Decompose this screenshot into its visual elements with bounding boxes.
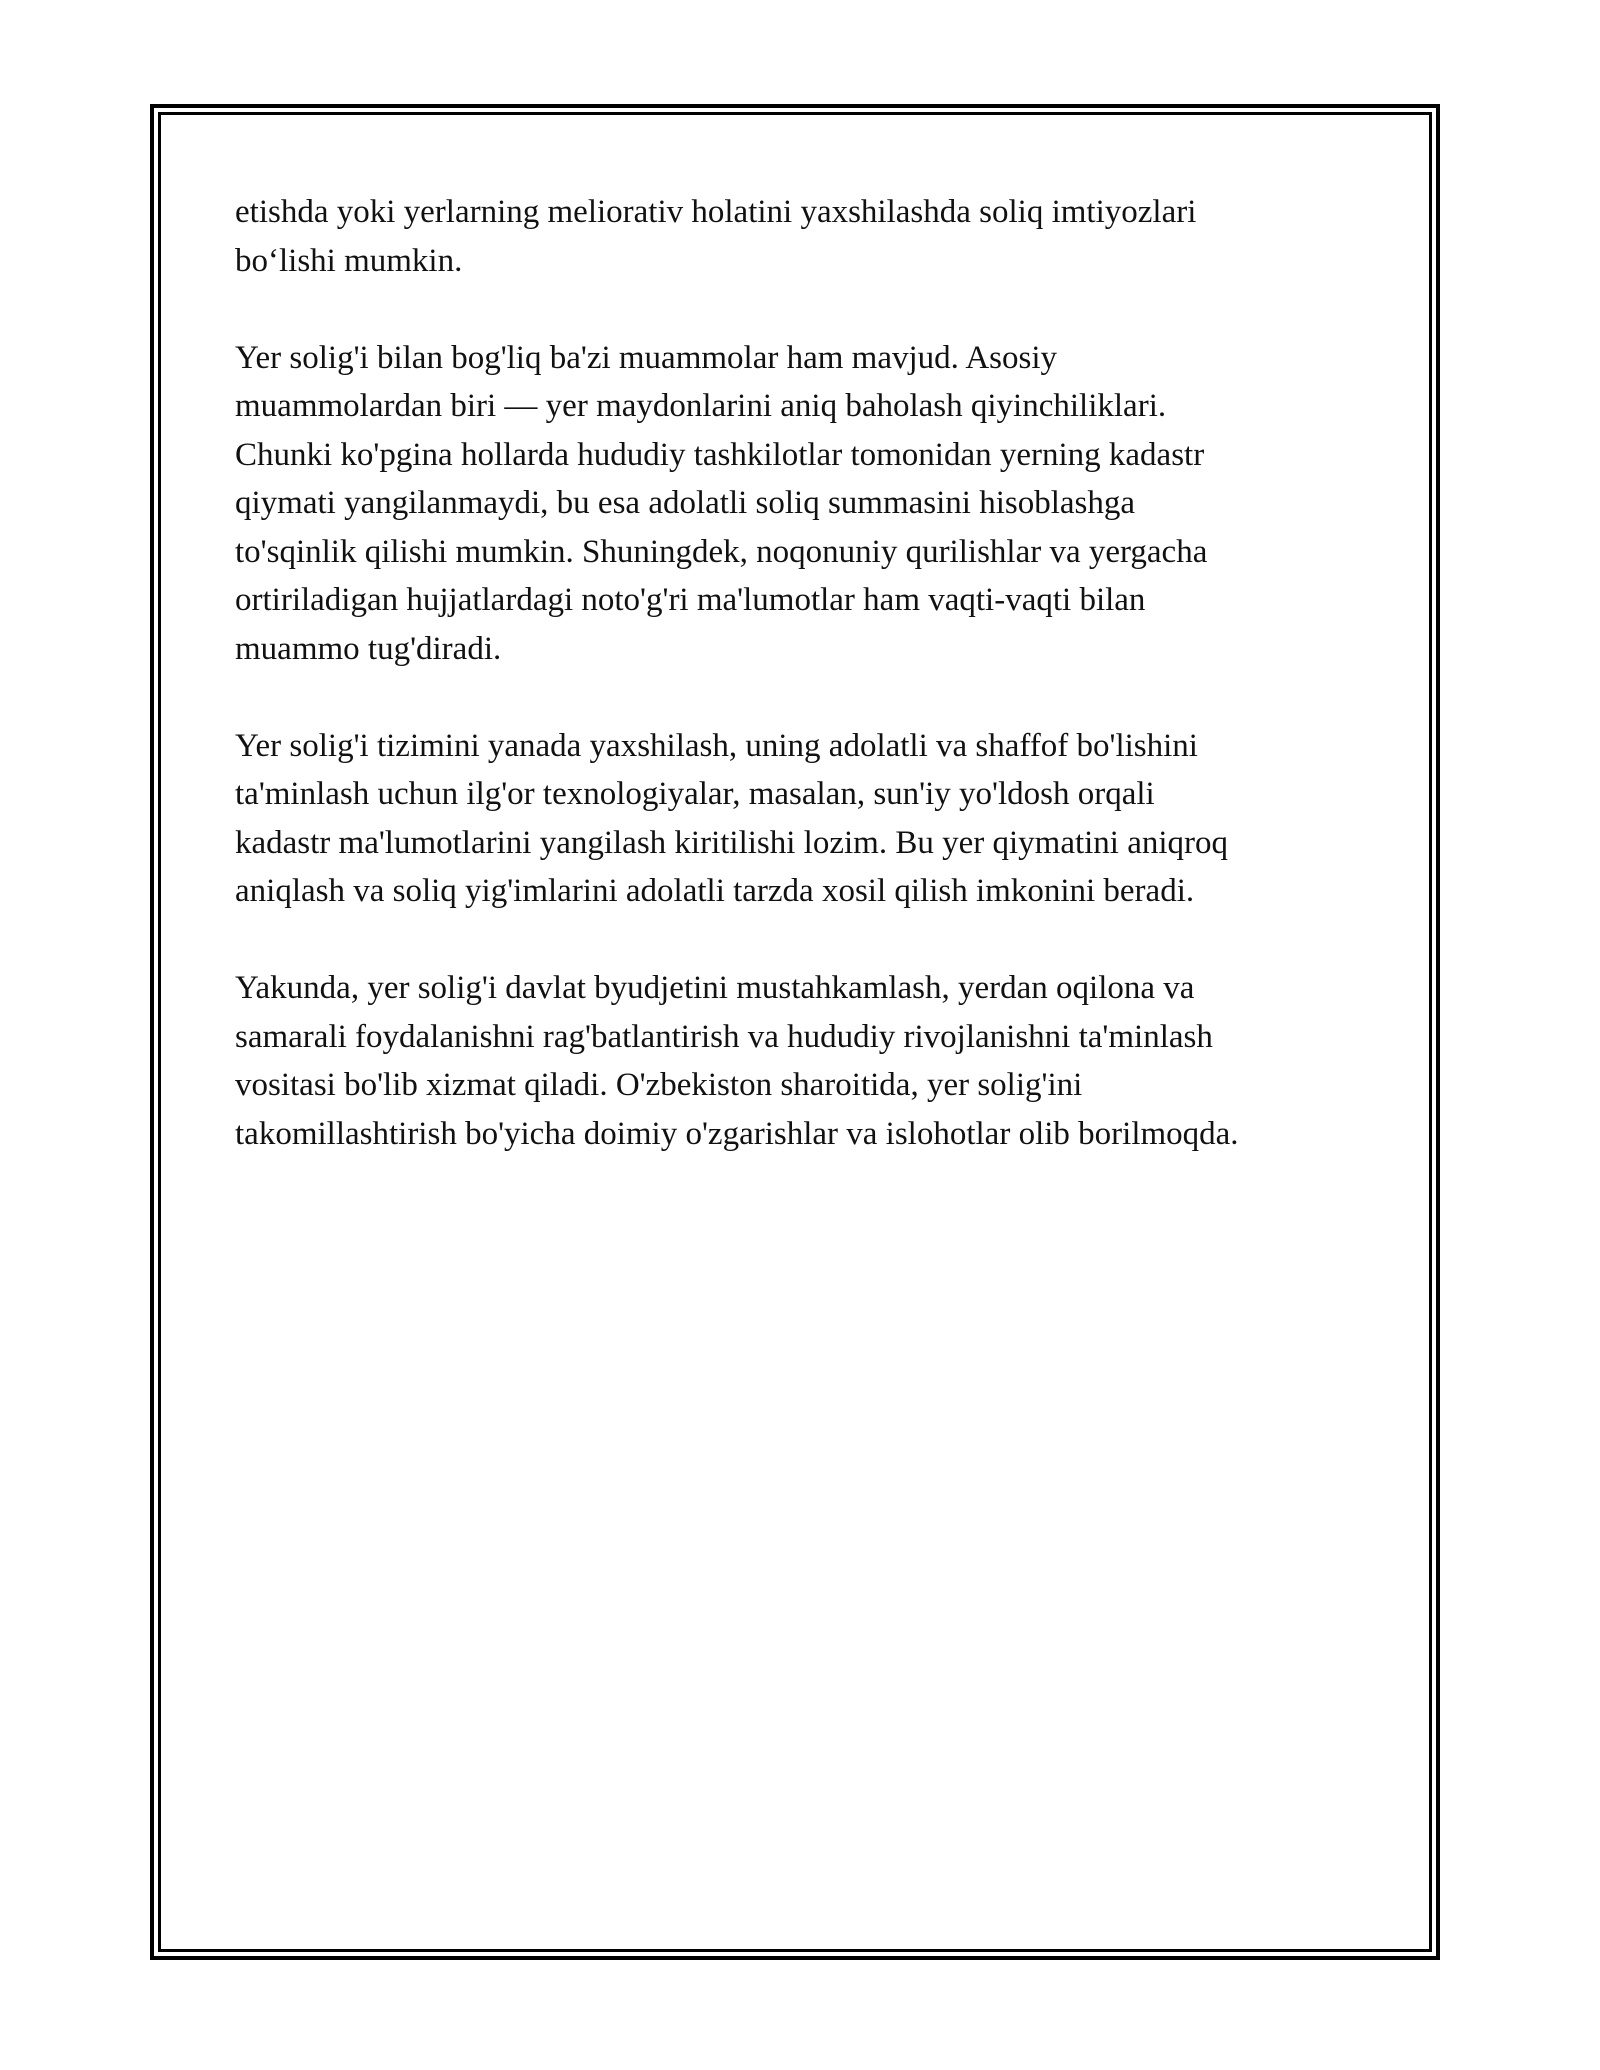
paragraph-4 bbox=[235, 964, 1365, 1158]
paragraph-2 bbox=[235, 334, 1365, 674]
text-line: etishda yoki yerlarning meliorativ holatini yaxshilashda soliq imtiyozlari bbox=[235, 194, 1197, 230]
text-line: ortiriladigan hujjatlardagi noto'g'ri ma'lumotlar ham vaqti-vaqti bilan bbox=[235, 582, 1146, 618]
text-line: Yer solig'i tizimini yanada yaxshilash, uning adolatli va shaffof bo'lishini bbox=[235, 727, 1198, 764]
text-line: aniqlash va soliq yig'imlarini adolatli tarzda xosil qilish imkonini beradi. bbox=[235, 873, 1195, 909]
text-line: muammo tug'diradi. bbox=[235, 630, 502, 667]
text-line: Chunki ko'pgina hollarda hududiy tashkilotlar tomonidan yerning kadastr bbox=[235, 436, 1205, 473]
text-line: samarali foydalanishni rag'batlantirish va hududiy rivojlanishni ta'minlash bbox=[235, 1018, 1213, 1055]
text-line: Yer solig'i bilan bog'liq ba'zi muammolar ham mavjud. Asosiy bbox=[235, 339, 1058, 376]
paragraph-1 bbox=[235, 188, 1365, 285]
text-line: kadastr ma'lumotlarini yangilash kiritilishi lozim. Bu yer qiymatini aniqroq bbox=[235, 824, 1229, 861]
document-body bbox=[235, 188, 1365, 1207]
text-line: bo‘lishi mumkin. bbox=[235, 242, 463, 279]
paragraph-3 bbox=[235, 722, 1365, 916]
text-line: to'sqinlik qilishi mumkin. Shuningdek, noqonuniy qurilishlar va yergacha bbox=[235, 533, 1208, 570]
text-line: qiymati yangilanmaydi, bu esa adolatli soliq summasini hisoblashga bbox=[235, 485, 1136, 521]
text-line: muammolardan biri — yer maydonlarini aniq baholash qiyinchiliklari. bbox=[235, 388, 1167, 424]
text-line: takomillashtirish bo'yicha doimiy o'zgarishlar va islohotlar olib borilmoqda. bbox=[235, 1115, 1239, 1152]
text-line: vositasi bo'lib xizmat qiladi. O'zbekiston sharoitida, yer solig'ini bbox=[235, 1067, 1083, 1103]
text-line: ta'minlash uchun ilg'or texnologiyalar, masalan, sun'iy yo'ldosh orqali bbox=[235, 776, 1155, 812]
text-line: Yakunda, yer solig'i davlat byudjetini mustahkamlash, yerdan oqilona va bbox=[235, 970, 1195, 1006]
